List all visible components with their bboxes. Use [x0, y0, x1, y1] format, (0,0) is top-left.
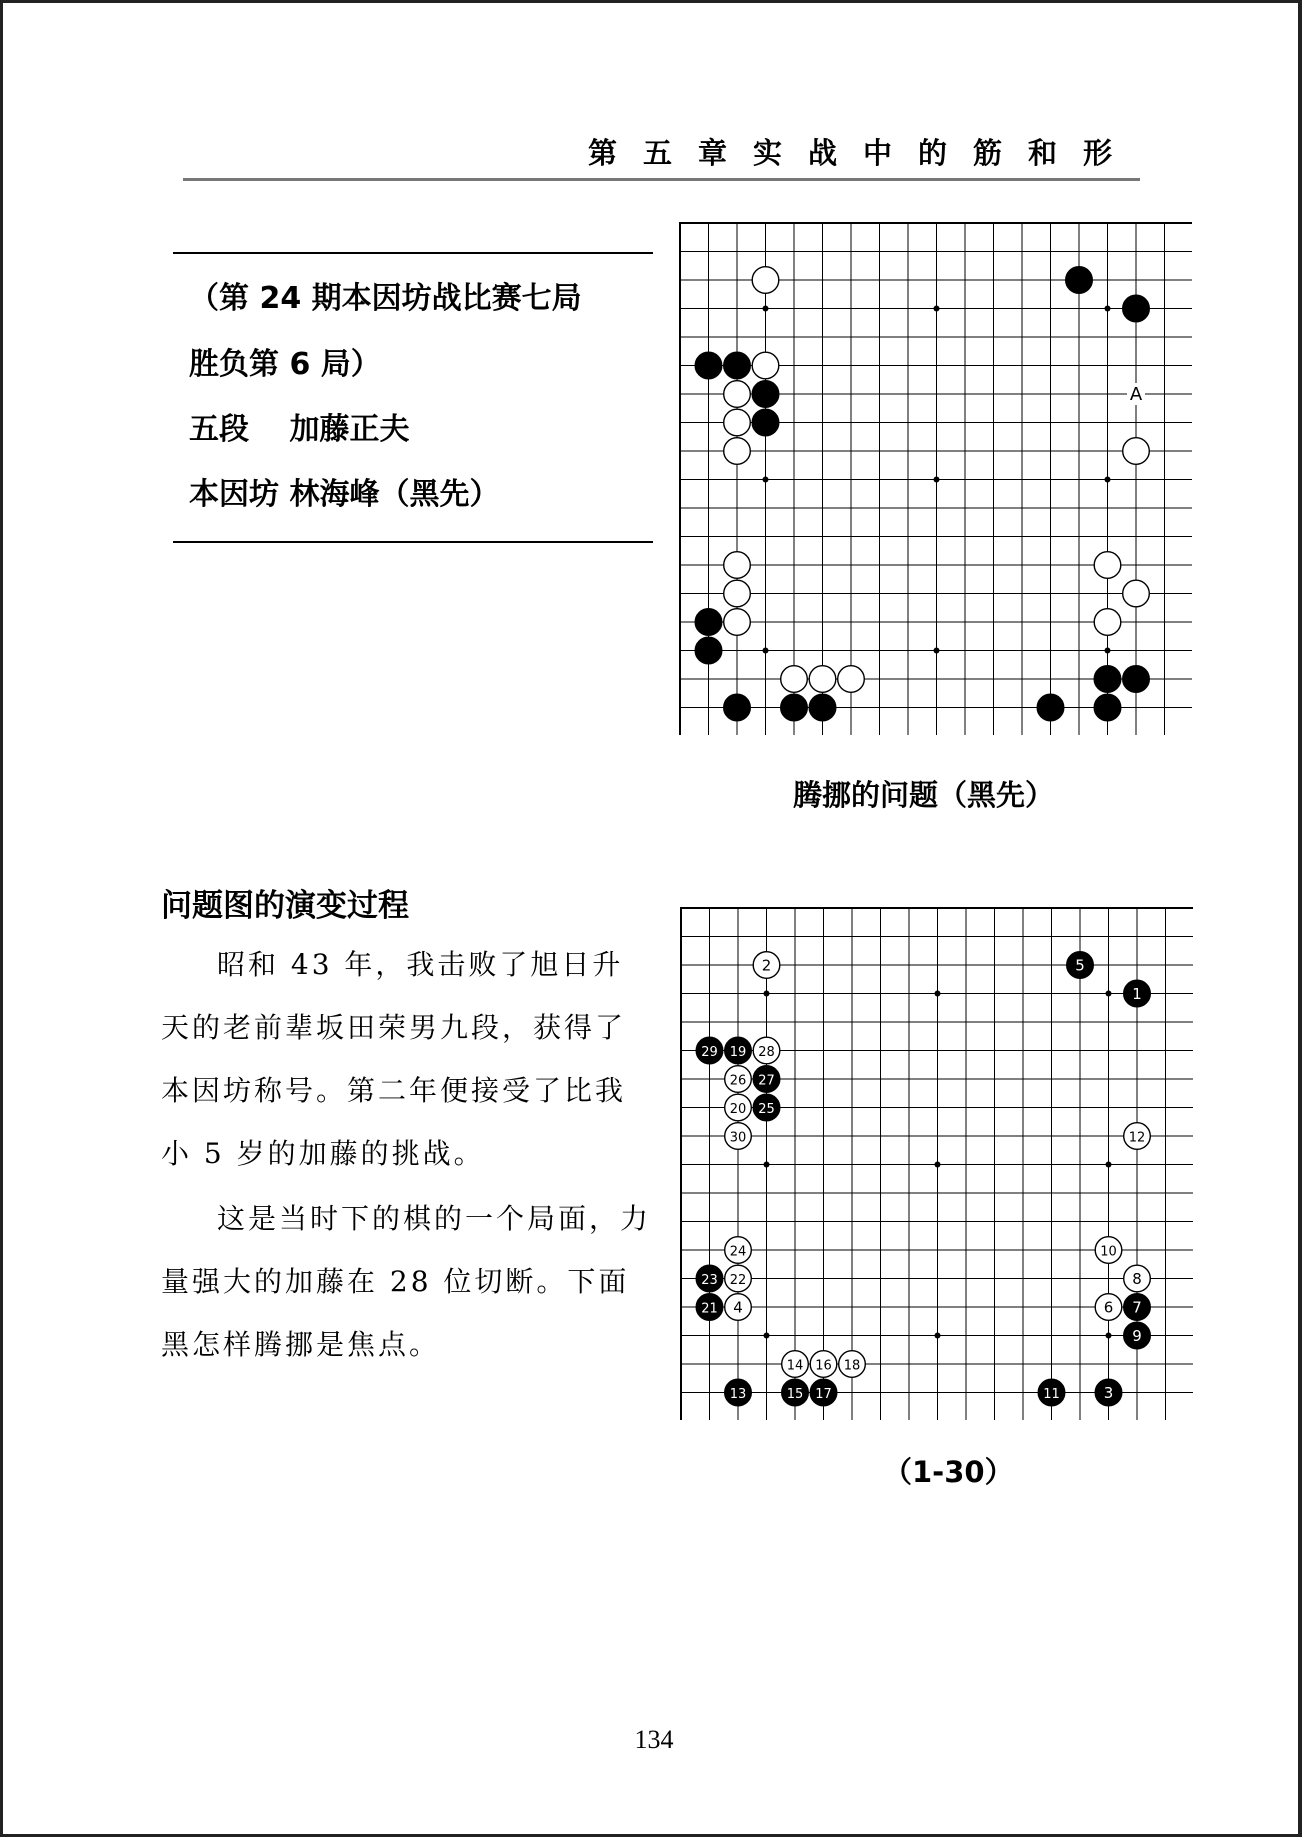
- star-point: [1105, 306, 1111, 312]
- white-stone: [724, 381, 751, 408]
- star-point: [935, 1162, 941, 1168]
- move-number: 15: [786, 1387, 804, 1402]
- black-stone: [1037, 694, 1064, 721]
- black-stone: [1094, 666, 1121, 693]
- white-stone: [753, 1037, 780, 1064]
- move-number: 27: [758, 1073, 775, 1089]
- white-stone: [838, 666, 865, 693]
- move-number: 1: [1132, 985, 1142, 1003]
- move-number: 19: [729, 1045, 747, 1060]
- white-stone: [1123, 580, 1150, 607]
- star-point: [763, 648, 769, 654]
- move-number: 29: [701, 1045, 718, 1060]
- white-stone: [809, 666, 836, 693]
- black-stone: [1038, 1379, 1065, 1406]
- black-stone: [1095, 1379, 1122, 1406]
- black-stone: [809, 694, 836, 721]
- white-stone: [725, 1123, 752, 1150]
- black-stone: [782, 1379, 809, 1406]
- move-number: 12: [1128, 1130, 1146, 1146]
- move-number: 8: [1132, 1270, 1142, 1288]
- move-number: 23: [701, 1273, 718, 1288]
- black-stone: [1124, 1294, 1151, 1321]
- black-stone: [1067, 952, 1094, 979]
- page-number: 134: [634, 1725, 674, 1754]
- white-stone: [724, 552, 751, 579]
- move-number: 9: [1132, 1327, 1142, 1345]
- game-info-line-2: 胜负第 6 局）: [189, 347, 381, 382]
- black-stone: [724, 694, 751, 721]
- black-stone: [1066, 267, 1093, 294]
- white-stone: [724, 580, 751, 607]
- star-point: [1106, 1333, 1112, 1339]
- move-number: 6: [1103, 1298, 1114, 1317]
- star-point: [935, 1333, 941, 1339]
- star-point: [935, 991, 941, 997]
- star-point: [764, 1333, 770, 1339]
- black-stone: [1094, 694, 1121, 721]
- move-number: 4: [733, 1298, 743, 1317]
- black-stone: [753, 1066, 780, 1093]
- white-stone: [810, 1351, 837, 1378]
- white-stone: [1095, 1237, 1122, 1264]
- diagram-caption-sequence: （1-30）: [883, 1455, 1014, 1489]
- move-number: 30: [729, 1130, 747, 1146]
- move-number: 18: [843, 1358, 861, 1374]
- black-stone: [725, 1379, 752, 1406]
- white-stone: [781, 666, 808, 693]
- black-stone: [1123, 666, 1150, 693]
- white-stone: [1124, 1123, 1151, 1150]
- move-number: 28: [758, 1045, 775, 1060]
- black-stone: [695, 637, 722, 664]
- info-bottom-rule: [173, 541, 653, 543]
- move-number: 5: [1075, 956, 1085, 975]
- move-number: 14: [786, 1358, 804, 1374]
- star-point: [934, 648, 940, 654]
- white-stone: [1095, 1294, 1122, 1321]
- black-stone: [696, 1294, 723, 1321]
- move-number: 10: [1100, 1244, 1117, 1260]
- go-diagram-sequence: [679, 906, 1193, 1420]
- black-stone: [696, 1265, 723, 1292]
- point-label-a: A: [1129, 384, 1143, 405]
- star-point: [764, 1162, 770, 1168]
- move-number: 2: [761, 956, 772, 975]
- white-stone: [752, 352, 779, 379]
- white-stone: [725, 1094, 752, 1121]
- black-stone: [1124, 980, 1151, 1007]
- white-stone: [752, 267, 779, 294]
- star-point: [1106, 1162, 1112, 1168]
- star-point: [1105, 477, 1111, 483]
- white-stone: [1123, 438, 1150, 465]
- black-stone: [696, 1037, 723, 1064]
- white-stone: [725, 1294, 752, 1321]
- star-point: [764, 991, 770, 997]
- star-point: [1105, 648, 1111, 654]
- go-diagram-problem: [678, 221, 1192, 735]
- white-stone: [725, 1066, 752, 1093]
- white-stone: [753, 952, 780, 979]
- white-stone: [725, 1265, 752, 1292]
- black-stone: [752, 381, 779, 408]
- star-point: [934, 306, 940, 312]
- section-title: 问题图的演变过程: [161, 888, 409, 924]
- move-number: 13: [729, 1387, 747, 1402]
- diagram-caption-problem: 腾挪的问题（黑先）: [793, 778, 1055, 812]
- paragraph-2: 这是当时下的棋的一个局面，力量强大的加藤在 28 位切断。下面黑怎样腾挪是焦点。: [161, 1202, 652, 1361]
- paragraph-1: 昭和 43 年，我击败了旭日升天的老前辈坂田荣男九段，获得了本因坊称号。第二年便接受了比我小 5 岁的加藤的挑战。: [161, 948, 627, 1170]
- move-number: 16: [815, 1358, 832, 1374]
- game-info-line-4: 本因坊 林海峰（黑先）: [189, 477, 500, 512]
- black-stone: [695, 609, 722, 636]
- move-number: 25: [758, 1102, 775, 1117]
- info-top-rule: [173, 252, 653, 254]
- header-rule: [183, 178, 1140, 181]
- move-number: 24: [729, 1244, 747, 1260]
- black-stone: [695, 352, 722, 379]
- move-number: 17: [815, 1387, 832, 1402]
- move-number: 21: [701, 1301, 718, 1317]
- black-stone: [1123, 295, 1150, 322]
- star-point: [763, 477, 769, 483]
- white-stone: [725, 1237, 752, 1264]
- move-number: 7: [1132, 1298, 1142, 1317]
- white-stone: [1094, 609, 1121, 636]
- game-info-line-1: （第 24 期本因坊战比赛七局: [189, 281, 582, 316]
- star-point: [1106, 991, 1112, 997]
- move-number: 3: [1103, 1384, 1114, 1402]
- black-stone: [752, 409, 779, 436]
- black-stone: [810, 1379, 837, 1406]
- star-point: [934, 477, 940, 483]
- black-stone: [781, 694, 808, 721]
- white-stone: [724, 609, 751, 636]
- move-number: 26: [729, 1073, 747, 1089]
- black-stone: [725, 1037, 752, 1064]
- move-number: 22: [729, 1273, 747, 1288]
- game-info-line-3: 五段 加藤正夫: [189, 412, 410, 447]
- black-stone: [753, 1094, 780, 1121]
- running-head: 第五章实战中的筋和形: [587, 136, 1138, 170]
- white-stone: [724, 438, 751, 465]
- white-stone: [1094, 552, 1121, 579]
- black-stone: [1124, 1322, 1151, 1349]
- move-number: 20: [729, 1102, 747, 1117]
- star-point: [763, 306, 769, 312]
- white-stone: [782, 1351, 809, 1378]
- move-number: 11: [1043, 1387, 1060, 1402]
- white-stone: [724, 409, 751, 436]
- white-stone: [839, 1351, 866, 1378]
- white-stone: [1124, 1265, 1151, 1292]
- black-stone: [724, 352, 751, 379]
